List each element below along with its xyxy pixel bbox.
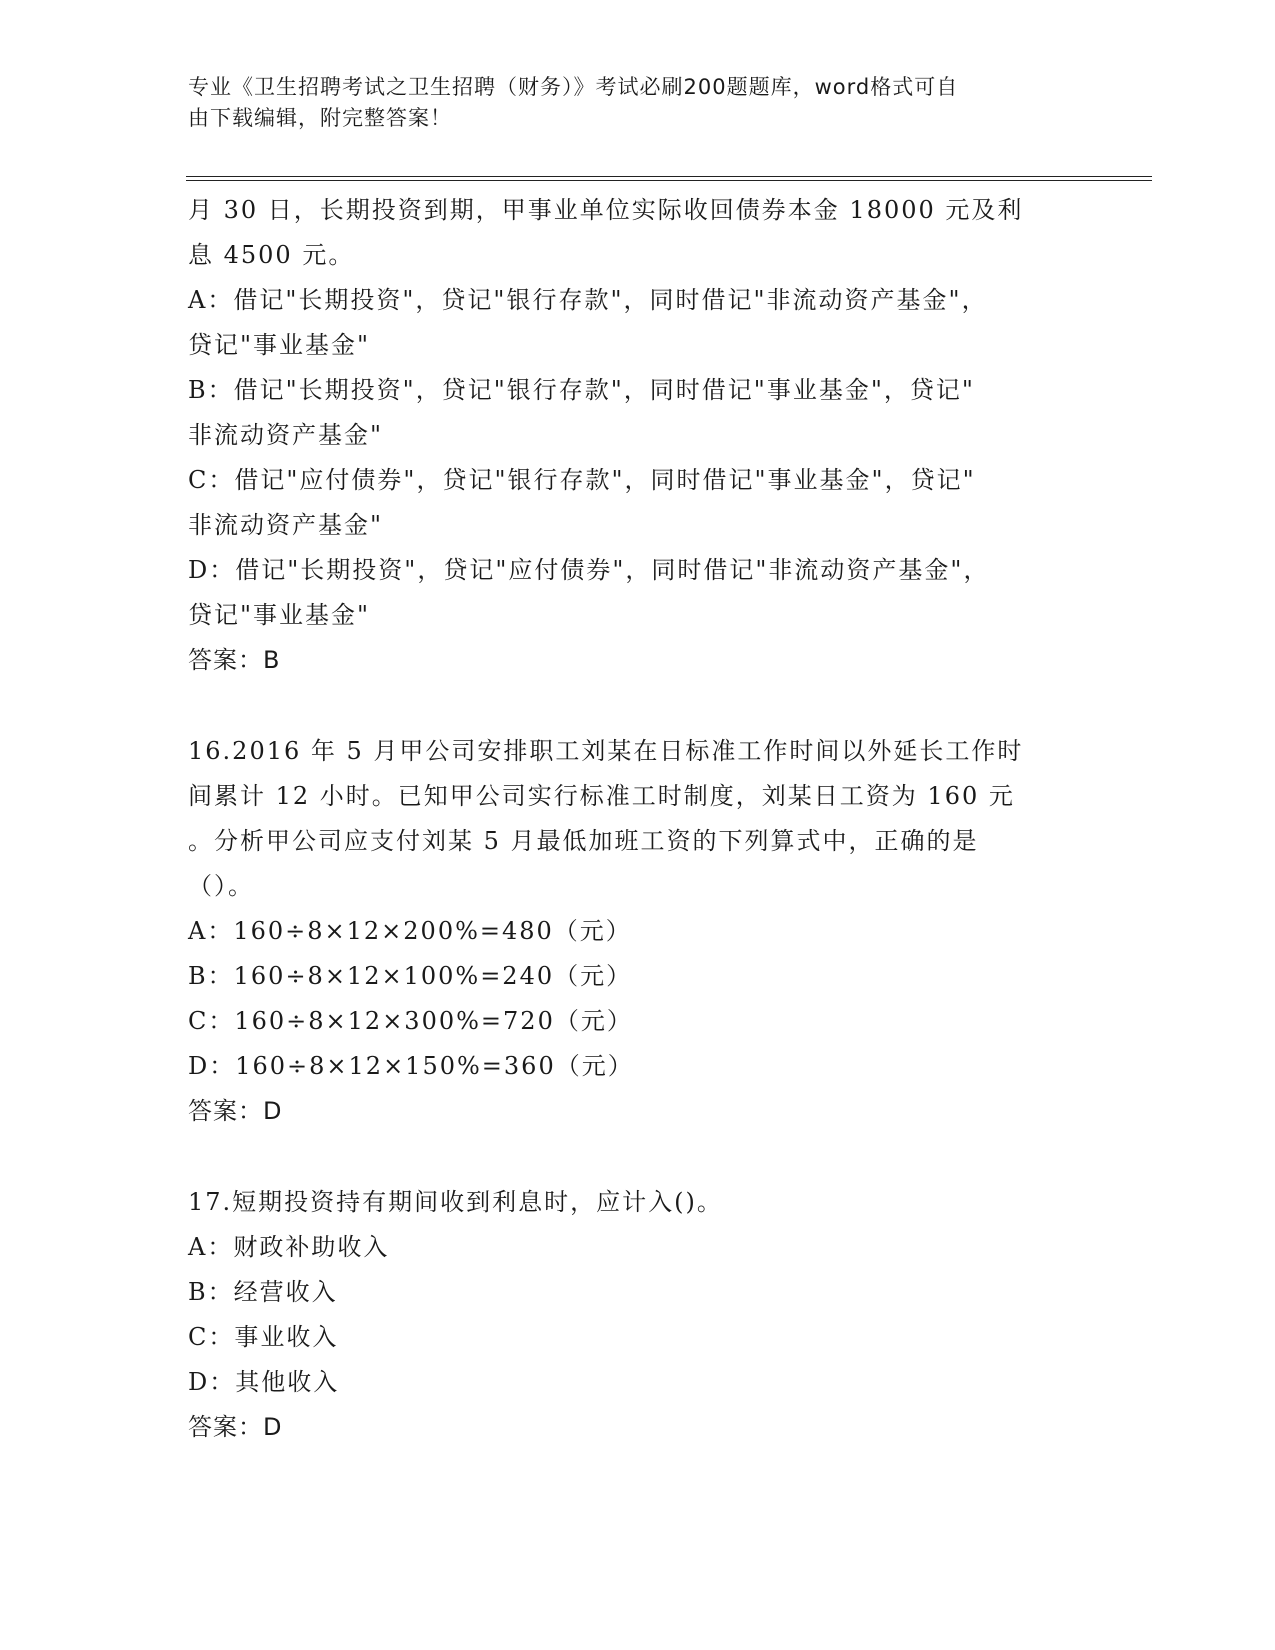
option-d-line: D：借记"长期投资"，贷记"应付债券"，同时借记"非流动资产基金"， bbox=[188, 556, 990, 584]
option-b: B：160÷8×12×100%=240（元） bbox=[188, 962, 633, 990]
question-stem-line: 。分析甲公司应支付刘某 5 月最低加班工资的下列算式中，正确的是 bbox=[188, 827, 979, 855]
answer-label: 答案：D bbox=[188, 1097, 283, 1125]
question-16 bbox=[188, 729, 1078, 1134]
answer-label: 答案：D bbox=[188, 1413, 283, 1441]
document-body bbox=[188, 188, 1078, 1450]
question-15 bbox=[188, 188, 1078, 683]
option-d: D：160÷8×12×150%=360（元） bbox=[188, 1052, 634, 1080]
question-17 bbox=[188, 1180, 1078, 1450]
option-a-line: A：借记"长期投资"，贷记"银行存款"，同时借记"非流动资产基金"， bbox=[188, 286, 988, 314]
option-a: A：160÷8×12×200%=480（元） bbox=[188, 917, 632, 945]
question-stem-line: 16.2016 年 5 月甲公司安排职工刘某在日标准工作时间以外延长工作时 bbox=[188, 737, 1024, 765]
header-line-1: 专业《卫生招聘考试之卫生招聘（财务）》考试必刷200题题库，word格式可自 bbox=[188, 75, 959, 99]
question-stem-line: 间累计 12 小时。已知甲公司实行标准工时制度，刘某日工资为 160 元 bbox=[188, 782, 1015, 810]
option-c: C：事业收入 bbox=[188, 1323, 339, 1351]
option-a: A：财政补助收入 bbox=[188, 1233, 390, 1261]
answer-label: 答案：B bbox=[188, 646, 281, 674]
option-b-line: 非流动资产基金" bbox=[188, 421, 384, 449]
option-d-line: 贷记"事业基金" bbox=[188, 601, 371, 629]
question-stem-line: 月 30 日，长期投资到期，甲事业单位实际收回债券本金 18000 元及利 bbox=[188, 196, 1024, 224]
question-stem-line: 息 4500 元。 bbox=[188, 241, 355, 269]
header-line-2: 由下载编辑，附完整答案！ bbox=[188, 106, 452, 130]
question-spacer bbox=[188, 683, 1078, 729]
option-c: C：160÷8×12×300%=720（元） bbox=[188, 1007, 633, 1035]
question-stem-line: （）。 bbox=[188, 872, 254, 900]
option-b-line: B：借记"长期投资"，贷记"银行存款"，同时借记"事业基金"，贷记" bbox=[188, 376, 975, 404]
option-c-line: C：借记"应付债券"，贷记"银行存款"，同时借记"事业基金"，贷记" bbox=[188, 466, 976, 494]
question-spacer bbox=[188, 1134, 1078, 1180]
option-b: B：经营收入 bbox=[188, 1278, 338, 1306]
header-divider bbox=[186, 176, 1152, 181]
option-d: D：其他收入 bbox=[188, 1368, 340, 1396]
option-c-line: 非流动资产基金" bbox=[188, 511, 384, 539]
option-a-line: 贷记"事业基金" bbox=[188, 331, 371, 359]
page-header bbox=[188, 72, 1068, 134]
question-stem-line: 17.短期投资持有期间收到利息时，应计入()。 bbox=[188, 1188, 723, 1216]
